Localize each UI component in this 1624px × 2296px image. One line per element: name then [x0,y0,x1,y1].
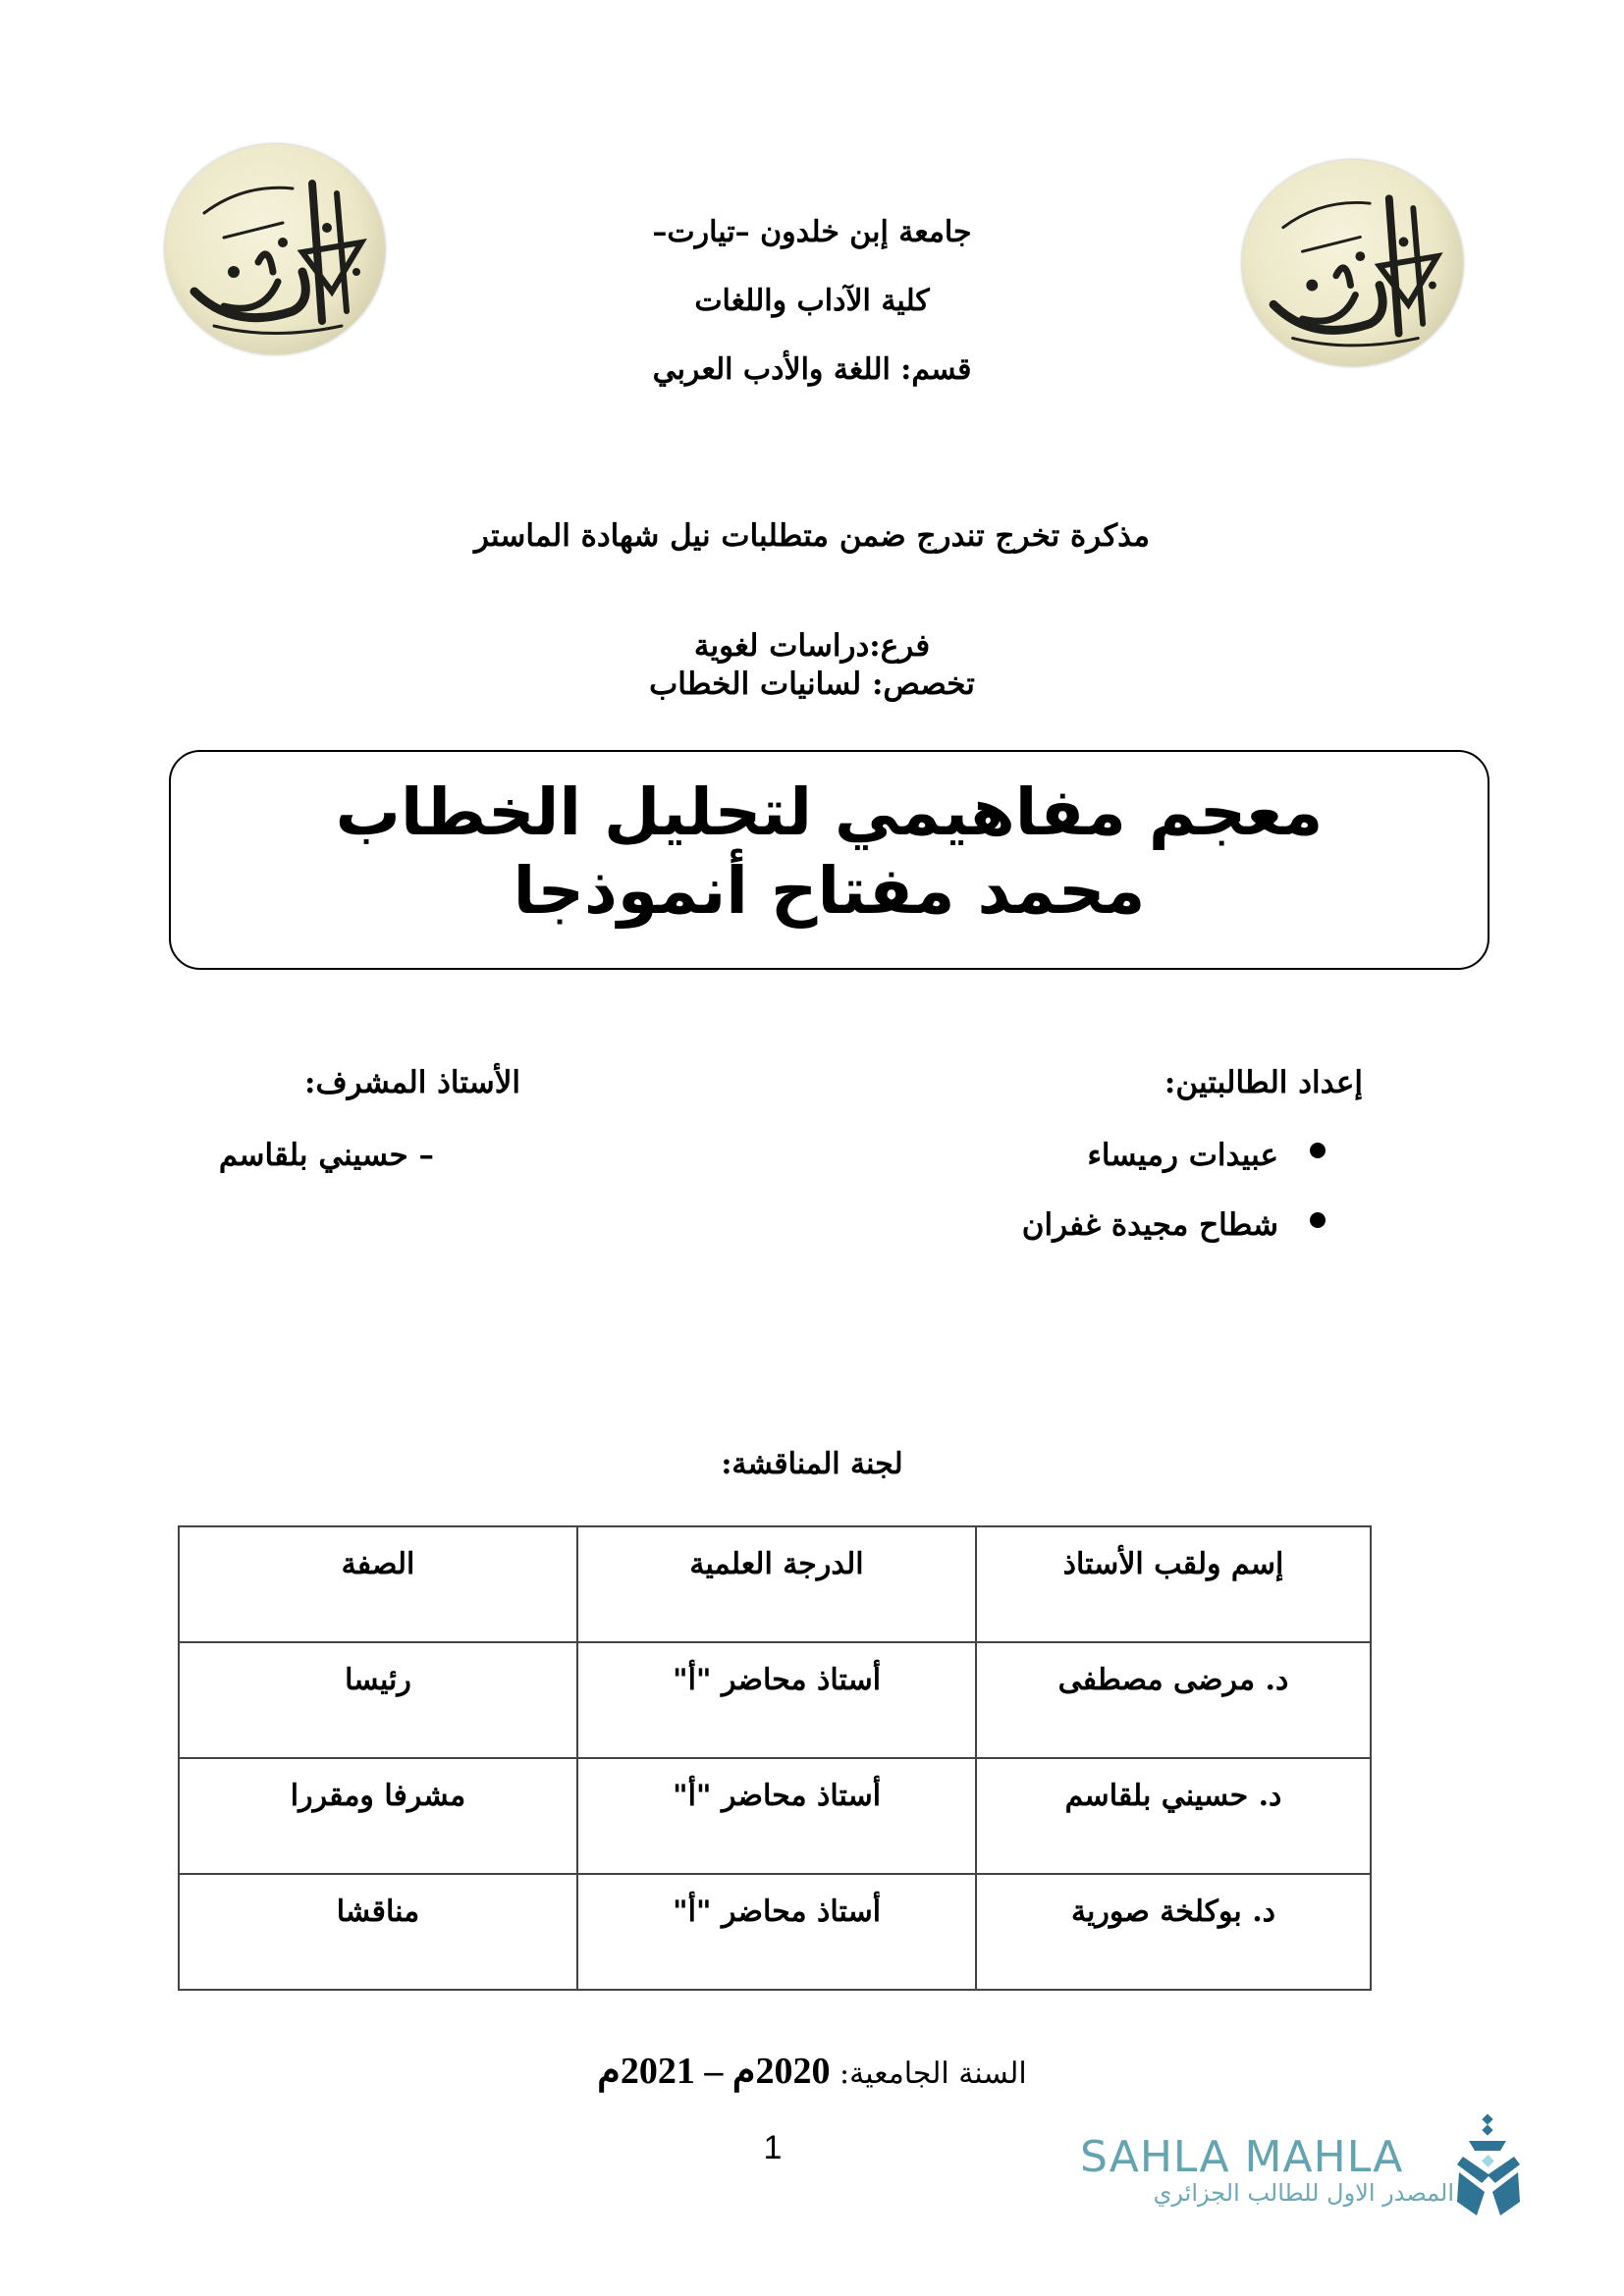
thesis-specialty: تخصص: لسانيات الخطاب [649,667,975,702]
university-seal-right-icon [1242,160,1463,366]
thesis-title-box [169,750,1489,970]
member-name: د. حسيني بلقاسم [976,1758,1371,1874]
member-role: مناقشا [179,1874,577,1990]
calligraphy-seal-icon [1242,160,1463,366]
department-name: قسم: اللغة والأدب العربي [652,352,972,387]
member-name: د. بوكلخة صورية [976,1874,1371,1990]
table-row [179,1642,1371,1758]
university-name: جامعة إبن خلدون –تيارت– [652,215,972,249]
column-header-role: الصفة [179,1526,577,1642]
thesis-description: مذكرة تخرج تندرج ضمن متطلبات نيل شهادة الماستر [473,518,1151,554]
academic-year-label: السنة الجامعية: [839,2056,1027,2091]
table-row [179,1874,1371,1990]
thesis-branch: فرع:دراسات لغوية [693,628,931,664]
member-role: مشرفا ومقررا [179,1758,577,1874]
student-name-1: عبيدات رميساء [1087,1138,1278,1173]
page-number: 1 [763,2129,783,2166]
thesis-title-line-1: معجم مفاهيمي لتحليل الخطاب [335,774,1324,850]
member-degree: أستاذ محاضر "أ" [577,1758,976,1874]
table-row [179,1758,1371,1874]
academic-year-end: 2021م [597,2051,695,2092]
watermark-tagline: المصدر الاول للطالب الجزائري [1153,2179,1454,2207]
bullet-icon [1310,1212,1326,1228]
column-header-name: إسم ولقب الأستاذ [976,1526,1371,1642]
faculty-name: كلية الآداب واللغات [694,284,930,318]
table-header-row [179,1526,1371,1642]
supervisor-label: الأستاذ المشرف: [304,1065,520,1100]
watermark-brand: SAHLA MAHLA [1080,2132,1404,2182]
member-role: رئيسا [179,1642,577,1758]
member-degree: أستاذ محاضر "أ" [577,1874,976,1990]
supervisor-name: – حسيني بلقاسم [218,1138,434,1173]
students-label: إعداد الطالبتين: [1164,1065,1363,1100]
sahla-mahla-logo-icon [1455,2113,1522,2217]
thesis-title-line-2: محمد مفتاح أنموذجا [513,853,1146,929]
member-degree: أستاذ محاضر "أ" [577,1642,976,1758]
academic-year-start: 2020م [731,2051,831,2092]
academic-year-separator: – [704,2051,724,2092]
column-header-degree: الدرجة العلمية [577,1526,976,1642]
member-name: د. مرضى مصطفى [976,1642,1371,1758]
committee-table [178,1525,1372,1991]
student-name-2: شطاح مجيدة غفران [1021,1207,1278,1243]
academic-year [0,2050,1624,2096]
bullet-icon [1310,1143,1326,1158]
committee-heading: لجنة المناقشة: [721,1447,903,1481]
